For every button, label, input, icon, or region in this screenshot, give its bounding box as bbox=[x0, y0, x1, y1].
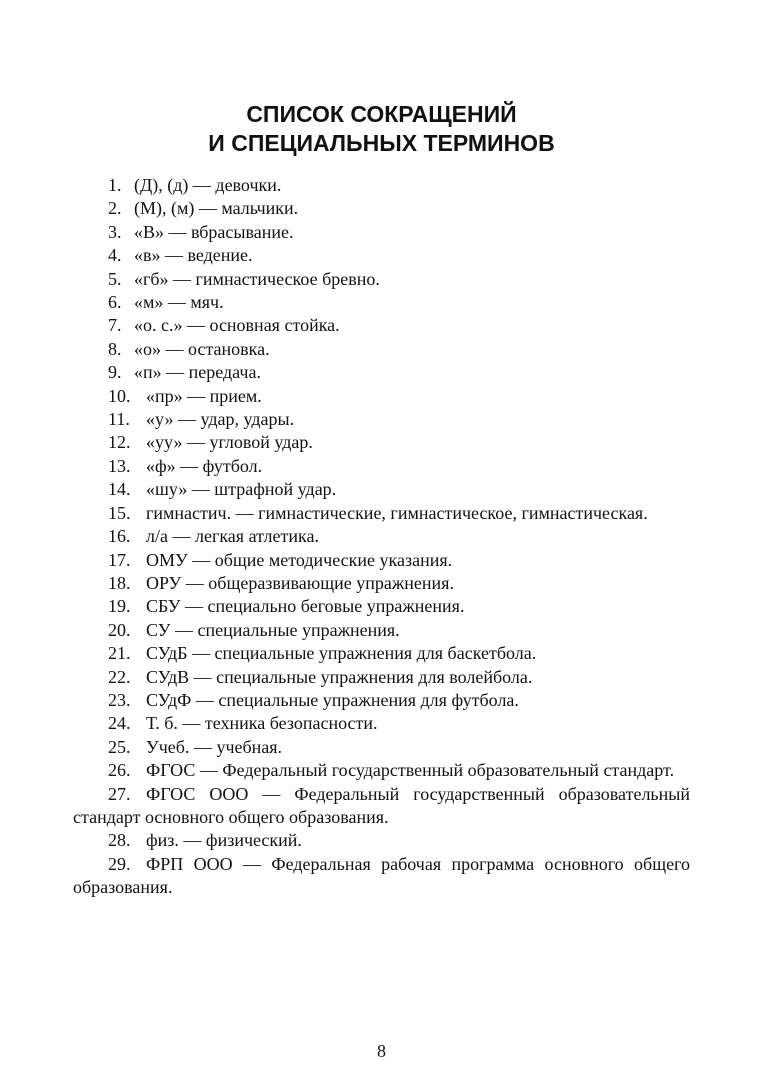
list-item bbox=[73, 829, 690, 852]
item-number: 7. bbox=[108, 315, 122, 336]
item-number: 2. bbox=[108, 198, 122, 219]
item-text: гимнастич. — гимнастические, гимнастическое, гимнастическая. bbox=[146, 502, 648, 523]
list-item bbox=[73, 712, 690, 735]
page-title-line-2: И СПЕЦИАЛЬНЫХ ТЕРМИНОВ bbox=[208, 130, 555, 156]
list-item bbox=[73, 736, 690, 759]
item-text: СУдФ — специальные упражнения для футбола. bbox=[146, 689, 519, 710]
list-item bbox=[73, 361, 690, 384]
list-item bbox=[73, 385, 690, 408]
item-number: 21. bbox=[108, 643, 131, 664]
list-item bbox=[73, 221, 690, 244]
list-item bbox=[73, 595, 690, 618]
item-text: «у» — удар, удары. bbox=[146, 409, 295, 430]
item-number: 12. bbox=[108, 432, 131, 453]
item-number: 17. bbox=[108, 549, 131, 570]
page-title-line-1: СПИСОК СОКРАЩЕНИЙ bbox=[246, 101, 517, 127]
item-text: ФРП ООО — Федеральная рабочая программа основного общего образования. bbox=[73, 853, 690, 898]
item-number: 3. bbox=[108, 221, 122, 242]
item-text: СУдБ — специальные упражнения для баскетбола. bbox=[146, 643, 537, 664]
abbreviations-list bbox=[73, 174, 690, 900]
list-item bbox=[73, 759, 690, 782]
list-item bbox=[73, 174, 690, 197]
list-item bbox=[73, 619, 690, 642]
item-number: 9. bbox=[108, 362, 122, 383]
list-item bbox=[73, 455, 690, 478]
list-item bbox=[73, 197, 690, 220]
list-item bbox=[73, 314, 690, 337]
item-text: ФГОС ООО — Федеральный государственный образовательный стандарт основного общего образования. bbox=[73, 783, 690, 827]
list-item bbox=[73, 268, 690, 291]
list-item bbox=[73, 642, 690, 665]
list-item bbox=[73, 783, 690, 830]
item-number: 15. bbox=[108, 502, 131, 523]
item-number: 27. bbox=[108, 783, 131, 804]
list-item bbox=[73, 666, 690, 689]
list-item bbox=[73, 431, 690, 454]
item-text: СУдВ — специальные упражнения для волейбола. bbox=[146, 666, 533, 687]
item-text: л/а — легкая атлетика. bbox=[146, 526, 319, 547]
item-text: Учеб. — учебная. bbox=[146, 736, 283, 757]
item-number: 24. bbox=[108, 713, 131, 734]
list-item bbox=[73, 502, 690, 525]
item-text: «о. с.» — основная стойка. bbox=[134, 315, 340, 336]
item-text: СУ — специальные упражнения. bbox=[146, 619, 400, 640]
item-text: ОМУ — общие методические указания. bbox=[146, 549, 453, 570]
item-text: ОРУ — общеразвивающие упражнения. bbox=[146, 572, 454, 593]
page-number: 8 bbox=[377, 1041, 386, 1061]
item-number: 18. bbox=[108, 572, 131, 593]
list-item bbox=[73, 853, 690, 900]
item-text: «о» — остановка. bbox=[134, 338, 270, 359]
item-text: «шу» — штрафной удар. bbox=[146, 479, 337, 500]
item-number: 23. bbox=[108, 689, 131, 710]
item-number: 14. bbox=[108, 479, 131, 500]
list-item bbox=[73, 689, 690, 712]
item-number: 10. bbox=[108, 385, 131, 406]
item-text: (М), (м) — мальчики. bbox=[134, 198, 299, 219]
item-number: 29. bbox=[108, 853, 131, 874]
list-item bbox=[73, 549, 690, 572]
page-title bbox=[0, 100, 763, 158]
item-number: 1. bbox=[108, 175, 122, 195]
list-item bbox=[73, 478, 690, 501]
item-number: 11. bbox=[108, 409, 130, 430]
item-number: 4. bbox=[108, 245, 122, 266]
item-number: 16. bbox=[108, 526, 131, 547]
item-text: «гб» — гимнастическое бревно. bbox=[134, 268, 380, 289]
list-item bbox=[73, 572, 690, 595]
item-number: 8. bbox=[108, 338, 122, 359]
list-item bbox=[73, 244, 690, 267]
item-number: 13. bbox=[108, 455, 131, 476]
item-text: ФГОС — Федеральный государственный образовательный стандарт. bbox=[146, 760, 675, 781]
item-number: 6. bbox=[108, 292, 122, 313]
item-text: СБУ — специально беговые упражнения. bbox=[146, 596, 465, 617]
list-item bbox=[73, 338, 690, 361]
item-number: 20. bbox=[108, 619, 131, 640]
item-text: (Д), (д) — девочки. bbox=[134, 175, 282, 195]
item-text: «В» — вбрасывание. bbox=[134, 221, 294, 242]
item-text: «п» — передача. bbox=[134, 362, 261, 383]
list-item bbox=[73, 525, 690, 548]
item-text: «ф» — футбол. bbox=[146, 455, 263, 476]
item-number: 5. bbox=[108, 268, 122, 289]
item-number: 28. bbox=[108, 830, 131, 851]
item-text: «в» — ведение. bbox=[134, 245, 253, 266]
item-number: 26. bbox=[108, 760, 131, 781]
item-number: 22. bbox=[108, 666, 131, 687]
list-item bbox=[73, 408, 690, 431]
item-text: «м» — мяч. bbox=[134, 292, 224, 313]
item-text: «пр» — прием. bbox=[146, 385, 262, 406]
item-text: физ. — физический. bbox=[146, 830, 302, 851]
item-number: 19. bbox=[108, 596, 131, 617]
item-text: «уу» — угловой удар. bbox=[146, 432, 313, 453]
item-text: Т. б. — техника безопасности. bbox=[146, 713, 378, 734]
list-item bbox=[73, 291, 690, 314]
item-number: 25. bbox=[108, 736, 131, 757]
